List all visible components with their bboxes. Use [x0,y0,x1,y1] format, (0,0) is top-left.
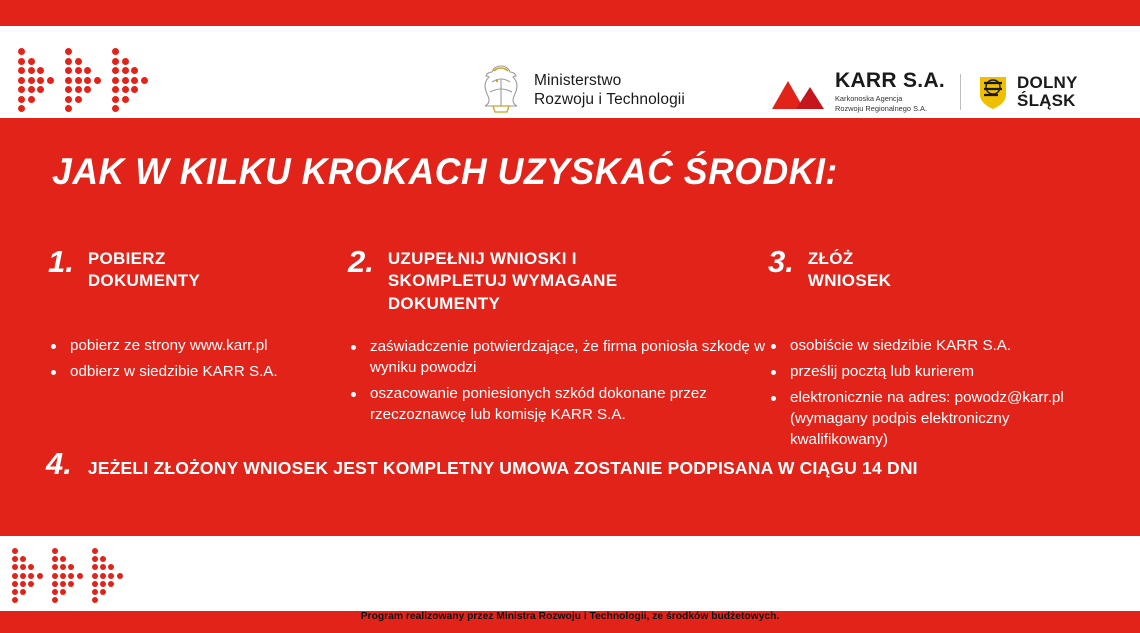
step-3-bullets [768,336,1098,451]
step-1-header [48,238,348,314]
bottom-white-band [0,536,1140,611]
list-item: elektronicznie na adres: powodz@karr.pl (wymagany podpis elektroniczny kwalifikowany) [768,388,1098,451]
step-2-title-line1: UZUPEŁNIJ WNIOSKI I [387,249,577,268]
step-2-bullets [348,337,768,426]
step-3-title-line2: WNIOSEK [807,271,892,291]
list-item: zaświadczenie potwierdzające, że firma poniosła szkodę w wyniku powodzi [348,337,768,379]
step-4-number: 4. [46,446,72,481]
list-item: odbierz w siedzibie KARR S.A. [48,362,348,383]
dolny-slask-text [1017,74,1078,109]
main-content [0,118,1140,536]
step-1 [48,238,348,456]
list-item: osobiście w siedzibie KARR S.A. [768,336,1098,357]
page-title: JAK W KILKU KROKACH UZYSKAĆ ŚRODKI: [52,151,838,192]
ministry-line2: Rozwoju i Technologii [534,91,685,108]
step-4-text: JEŻELI ZŁOŻONY WNIOSEK JEST KOMPLETNY UMOWA ZOSTANIE PODPISANA W CIĄGU 14 DNI [87,458,918,478]
ministry-logo [478,62,685,118]
top-red-bar [0,0,1140,26]
step-4 [46,448,918,479]
step-1-number: 1. [48,244,74,279]
footer-note: Program realizowany przez Ministra Rozwoju i Technologii, ze środków budżetowych. [360,611,780,622]
karr-sub-line2: Rozwoju Regionalnego S.A. [835,103,928,113]
dolny-slask-crest-icon [976,74,1010,110]
step-1-title [88,238,200,293]
steps-row [48,238,1098,456]
step-2-header [348,238,768,315]
dolny-slask-line2: ŚLĄSK [1017,90,1076,110]
karr-mountains-icon [772,75,824,109]
step-3-title [808,238,891,293]
karr-dolnyslask-logos [772,70,1078,114]
step-1-title-line1: POBIERZ [87,249,166,268]
dotted-arrows-logo-footer [12,548,132,590]
polish-eagle-emblem-icon [478,62,524,118]
step-2-title-line3: DOKUMENTY [387,293,501,313]
step-3-header [768,238,1098,314]
step-3 [768,238,1098,456]
step-3-number: 3. [768,244,794,279]
step-2-title [388,238,618,315]
step-2 [348,238,768,456]
ministry-name [534,71,685,110]
footer [0,606,1140,624]
ministry-line1: Ministerstwo [534,71,622,89]
list-item: prześlij pocztą lub kurierem [768,362,1098,383]
karr-sub-line1: Karkonoska Agencja [835,94,903,103]
karr-text [835,70,945,114]
logo-divider [960,74,961,110]
step-1-bullets [48,336,348,383]
dolny-slask-logo [976,74,1078,110]
step-2-number: 2. [348,244,374,279]
step-3-title-line1: ZŁÓŻ [807,249,854,268]
logo-band [0,26,1140,118]
list-item: pobierz ze strony www.karr.pl [48,336,348,357]
step-1-title-line2: DOKUMENTY [87,271,201,291]
step-2-title-line2: SKOMPLETUJ WYMAGANE [387,271,618,291]
karr-name: KARR S.A. [835,69,946,92]
dotted-arrows-logo [18,48,158,96]
dolny-slask-line1: DOLNY [1017,73,1078,93]
list-item: oszacowanie poniesionych szkód dokonane przez rzeczoznawcę lub komisję KARR S.A. [348,384,768,426]
karr-subtitle [835,94,945,114]
